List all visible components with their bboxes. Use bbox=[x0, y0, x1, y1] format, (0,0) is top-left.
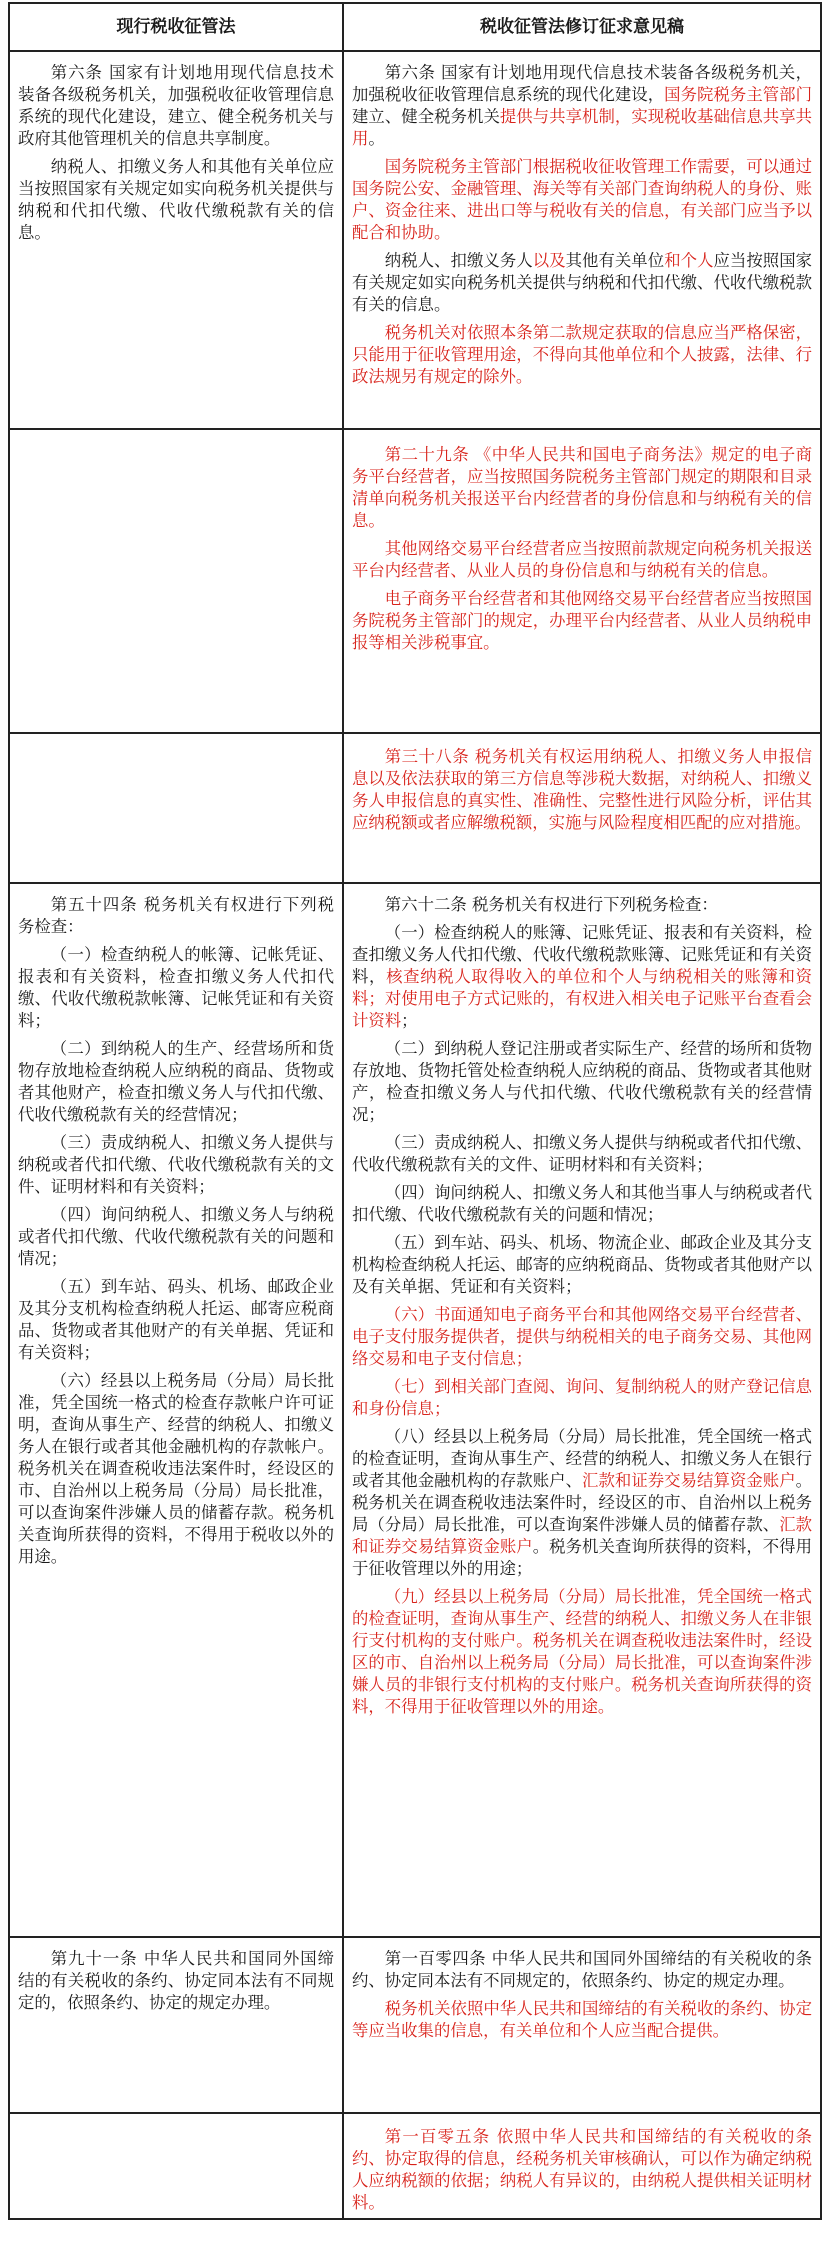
table-row bbox=[10, 734, 820, 884]
current-law-cell bbox=[10, 884, 344, 1936]
paragraph: （四）询问纳税人、扣缴义务人和其他当事人与纳税或者代扣代缴、代收代缴税款有关的问题和情况； bbox=[352, 1183, 812, 1224]
draft-law-cell bbox=[344, 52, 820, 428]
comparison-table bbox=[8, 2, 822, 2220]
current-law-cell bbox=[10, 430, 344, 732]
draft-law-cell bbox=[344, 884, 820, 1936]
table-row bbox=[10, 52, 820, 430]
table-header bbox=[10, 4, 820, 52]
paragraph: 税务机关对依照本条第二款规定获取的信息应当严格保密，只能用于征收管理用途，不得向其他单位和个人披露，法律、行政法规另有规定的除外。 bbox=[352, 323, 812, 386]
table-row bbox=[10, 884, 820, 1938]
paragraph: （四）询问纳税人、扣缴义务人与纳税或者代扣代缴、代收代缴税款有关的问题和情况； bbox=[18, 1205, 334, 1268]
paragraph: 第六条 国家有计划地用现代信息技术装备各级税务机关，加强税收征收管理信息系统的现代化建设，建立、健全税务机关与政府其他管理机关的信息共享制度。 bbox=[18, 63, 334, 148]
paragraph: （七）到相关部门查阅、询问、复制纳税人的财产登记信息和身份信息； bbox=[352, 1377, 812, 1418]
paragraph: 第一百零四条 中华人民共和国同外国缔结的有关税收的条约、协定同本法有不同规定的，依照条约、协定的规定办理。 bbox=[352, 1949, 812, 1990]
header-draft-law: 税收征管法修订征求意见稿 bbox=[480, 17, 684, 37]
paragraph: 第五十四条 税务机关有权进行下列税务检查： bbox=[18, 895, 334, 936]
draft-law-cell bbox=[344, 430, 820, 732]
paragraph: 第一百零五条 依照中华人民共和国缔结的有关税收的条约、协定取得的信息，经税务机关审核确认，可以作为确定纳税人应纳税额的依据；纳税人有异议的，由纳税人提供相关证明材料。 bbox=[352, 2127, 812, 2212]
paragraph: （一）检查纳税人的帐簿、记帐凭证、报表和有关资料，检查扣缴义务人代扣代缴、代收代缴税款帐簿、记帐凭证和有关资料； bbox=[18, 945, 334, 1030]
paragraph: 其他网络交易平台经营者应当按照前款规定向税务机关报送平台内经营者、从业人员的身份信息和与纳税有关的信息。 bbox=[352, 539, 812, 580]
paragraph: （五）到车站、码头、机场、物流企业、邮政企业及其分支机构检查纳税人托运、邮寄的应纳税商品、货物或者其他财产以及有关单据、凭证和有关资料； bbox=[352, 1233, 812, 1296]
paragraph: 第六十二条 税务机关有权进行下列税务检查： bbox=[384, 895, 718, 914]
paragraph: 税务机关依照中华人民共和国缔结的有关税收的条约、协定等应当收集的信息，有关单位和个人应当配合提供。 bbox=[352, 1999, 812, 2040]
table-row bbox=[10, 1938, 820, 2114]
current-law-cell bbox=[10, 1938, 344, 2112]
paragraph: （一）检查纳税人的账簿、记账凭证、报表和有关资料，检查扣缴义务人代扣代缴、代收代缴税款账簿、记账凭证和有关资料，核查纳税人取得收入的单位和个人与纳税相关的账簿和资料；对使用电子方式记账的，有权进入相关电子记账平台查看会计资料； bbox=[352, 923, 812, 1030]
paragraph: 第三十八条 税务机关有权运用纳税人、扣缴义务人申报信息以及依法获取的第三方信息等涉税大数据，对纳税人、扣缴义务人申报信息的真实性、准确性、完整性进行风险分析，评估其应纳税额或者应解缴税额，实施与风险程度相匹配的应对措施。 bbox=[352, 747, 812, 832]
paragraph: （二）到纳税人登记注册或者实际生产、经营的场所和货物存放地、货物托管处检查纳税人应纳税的商品、货物或者其他财产，检查扣缴义务人与代扣代缴、代收代缴税款有关的经营情况； bbox=[352, 1039, 812, 1124]
table-row bbox=[10, 430, 820, 734]
paragraph: 第六条 国家有计划地用现代信息技术装备各级税务机关，加强税收征收管理信息系统的现代化建设，国务院税务主管部门建立、健全税务机关提供与共享机制，实现税收基础信息共享共用。 bbox=[352, 63, 813, 148]
paragraph: （三）责成纳税人、扣缴义务人提供与纳税或者代扣代缴、代收代缴税款有关的文件、证明材料和有关资料； bbox=[18, 1133, 334, 1196]
current-law-cell bbox=[10, 2114, 344, 2218]
paragraph: （六）经县以上税务局（分局）局长批准，凭全国统一格式的检查存款帐户许可证明，查询从事生产、经营的纳税人、扣缴义务人在银行或者其他金融机构的存款帐户。税务机关在调查税收违法案件时，经设区的市、自治州以上税务局（分局）局长批准，可以查询案件涉嫌人员的储蓄存款。税务机关查询所获得的资料，不得用于税收以外的用途。 bbox=[18, 1371, 334, 1566]
paragraph: 纳税人、扣缴义务人和其他有关单位应当按照国家有关规定如实向税务机关提供与纳税和代扣代缴、代收代缴税款有关的信息。 bbox=[18, 157, 334, 242]
table-row bbox=[10, 2114, 820, 2218]
paragraph: 国务院税务主管部门根据税收征收管理工作需要，可以通过国务院公安、金融管理、海关等有关部门查询纳税人的身份、账户、资金往来、进出口等与税收有关的信息，有关部门应当予以配合和协助。 bbox=[352, 157, 812, 242]
draft-law-cell bbox=[344, 1938, 820, 2112]
paragraph: 第九十一条 中华人民共和国同外国缔结的有关税收的条约、协定同本法有不同规定的，依照条约、协定的规定办理。 bbox=[18, 1949, 334, 2012]
header-current-law: 现行税收征管法 bbox=[10, 4, 344, 50]
paragraph: （二）到纳税人的生产、经营场所和货物存放地检查纳税人应纳税的商品、货物或者其他财产，检查扣缴义务人与代扣代缴、代收代缴税款有关的经营情况； bbox=[18, 1039, 334, 1124]
current-law-cell bbox=[10, 734, 344, 882]
paragraph: （八）经县以上税务局（分局）局长批准，凭全国统一格式的检查证明，查询从事生产、经营的纳税人、扣缴义务人在银行或者其他金融机构的存款账户、汇款和证券交易结算资金账户。税务机关在调查税收违法案件时，经设区的市、自治州以上税务局（分局）局长批准，可以查询案件涉嫌人员的储蓄存款、汇款和证券交易结算资金账户。税务机关查询所获得的资料，不得用于征收管理以外的用途； bbox=[352, 1427, 813, 1578]
paragraph: 电子商务平台经营者和其他网络交易平台经营者应当按照国务院税务主管部门的规定，办理平台内经营者、从业人员纳税申报等相关涉税事宜。 bbox=[352, 589, 812, 652]
paragraph: （五）到车站、码头、机场、邮政企业及其分支机构检查纳税人托运、邮寄应税商品、货物或者其他财产的有关单据、凭证和有关资料； bbox=[18, 1277, 334, 1362]
draft-law-cell bbox=[344, 2114, 820, 2218]
current-law-cell bbox=[10, 52, 344, 428]
paragraph: （六）书面通知电子商务平台和其他网络交易平台经营者、电子支付服务提供者，提供与纳税相关的电子商务交易、其他网络交易和电子支付信息； bbox=[352, 1305, 812, 1368]
paragraph: （九）经县以上税务局（分局）局长批准，凭全国统一格式的检查证明，查询从事生产、经营的纳税人、扣缴义务人在非银行支付机构的支付账户。税务机关在调查税收违法案件时，经设区的市、自治州以上税务局（分局）局长批准，可以查询案件涉嫌人员的非银行支付机构的支付账户。税务机关查询所获得的资料，不得用于征收管理以外的用途。 bbox=[352, 1587, 812, 1716]
paragraph: （三）责成纳税人、扣缴义务人提供与纳税或者代扣代缴、代收代缴税款有关的文件、证明材料和有关资料； bbox=[352, 1133, 812, 1174]
paragraph: 第二十九条 《中华人民共和国电子商务法》规定的电子商务平台经营者，应当按照国务院税务主管部门规定的期限和目录清单向税务机关报送平台内经营者的身份信息和与纳税有关的信息。 bbox=[352, 445, 812, 530]
draft-law-cell bbox=[344, 734, 820, 882]
paragraph: 纳税人、扣缴义务人以及其他有关单位和个人应当按照国家有关规定如实向税务机关提供与纳税和代扣代缴、代收代缴税款有关的信息。 bbox=[352, 251, 813, 314]
